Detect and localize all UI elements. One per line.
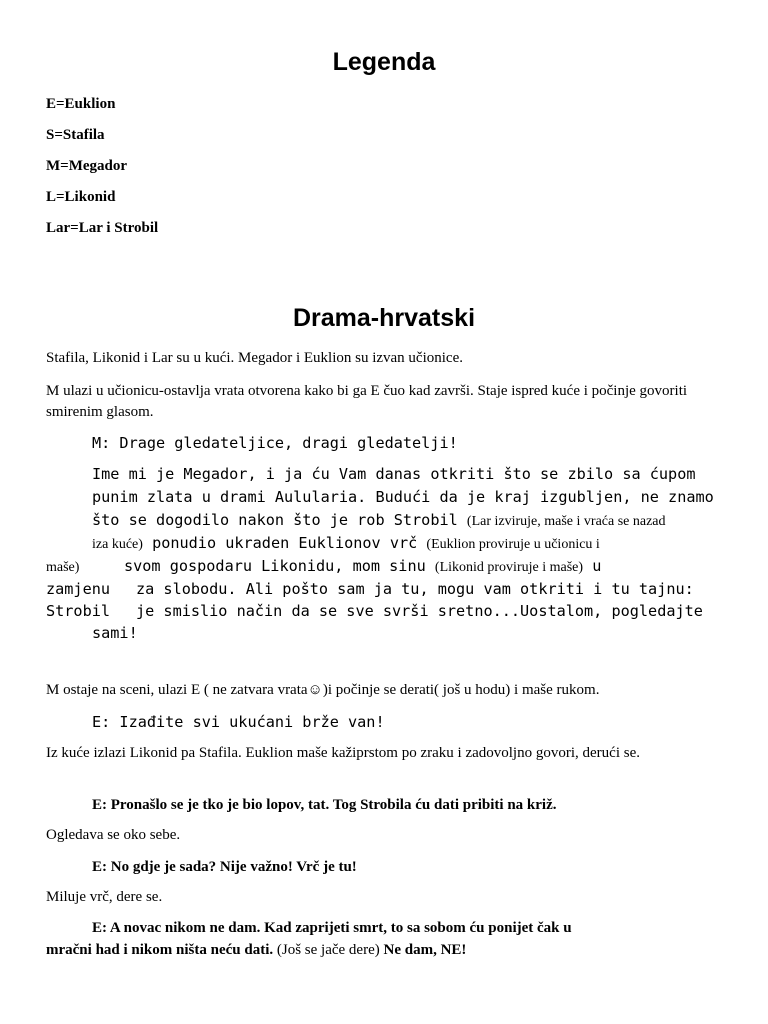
speech-line: je smislio način da se sve svrši sretno...Uostalom, pogledajte xyxy=(136,602,703,620)
stage-direction: M ulazi u učionicu-ostavlja vrata otvorena kako bi ga E čuo kad završi. Staje ispred kuće i počinje govoriti smirenim glasom. xyxy=(46,383,688,420)
stage-direction: Iz kuće izlazi Likonid pa Stafila. Euklion maše kažiprstom po zraku i zadovoljno govori, derući se. xyxy=(46,745,640,761)
speech-line: za slobodu. Ali pošto sam ja tu, mogu vam otkriti i tu tajnu: xyxy=(136,580,694,598)
dialogue-line: E: No gdje je sada? Nije važno! Vrč je tu! xyxy=(92,859,357,875)
speech-text: svom gospodaru Likonidu, mom sinu xyxy=(124,557,426,575)
speech-line: Strobil xyxy=(46,602,111,620)
legend-title: Legenda xyxy=(332,48,436,76)
legend-item: M=Megador xyxy=(46,158,128,174)
stage-direction: Ogledava se oko sebe. xyxy=(46,827,181,843)
legend-item: Lar=Lar i Strobil xyxy=(46,220,159,236)
stage-note: maše) xyxy=(46,560,80,575)
dialogue-text: Ne dam, NE! xyxy=(383,942,467,958)
stage-note: iza kuće) xyxy=(92,537,143,552)
speech-text: ponudio ukraden Euklionov vrč xyxy=(152,534,418,552)
dialogue-text: mračni had i nikom ništa neću dati. xyxy=(46,942,274,958)
speech-line: zamjenu xyxy=(46,580,111,598)
speech-line xyxy=(124,555,601,579)
dialogue-line: E: A novac nikom ne dam. Kad zaprijeti smrt, to sa sobom ću ponijet čak u xyxy=(92,920,572,936)
stage-direction: Miluje vrč, dere se. xyxy=(46,889,163,905)
stage-direction: Stafila, Likonid i Lar su u kući. Megador i Euklion su izvan učionice. xyxy=(46,350,463,366)
speech-text: u xyxy=(592,557,602,575)
speech-line: M: Drage gledateljice, dragi gledatelji! xyxy=(92,434,458,452)
speech-line: punim zlata u drami Aulularia. Budući da je kraj izgubljen, ne znamo xyxy=(92,488,714,506)
dialogue-line xyxy=(46,940,716,961)
stage-note: (Euklion proviruje u učionicu i xyxy=(426,537,600,552)
speech-text: što se dogodilo nakon što je rob Strobil xyxy=(92,511,458,529)
stage-note: (Lar izviruje, maše i vraća se nazad xyxy=(466,514,666,529)
legend-item: E=Euklion xyxy=(46,96,116,112)
speech-line: E: Izađite svi ukućani brže van! xyxy=(92,713,385,731)
speech-line xyxy=(46,555,79,579)
speech-line: Ime mi je Megador, i ja ću Vam danas otkriti što se zbilo sa ćupom xyxy=(92,465,696,483)
legend-item: S=Stafila xyxy=(46,127,105,143)
dialogue-line: E: Pronašlo se je tko je bio lopov, tat. Tog Strobila ću dati pribiti na križ. xyxy=(92,797,557,813)
drama-title: Drama-hrvatski xyxy=(292,304,476,332)
stage-note: (Još se jače dere) xyxy=(276,942,380,958)
legend-item: L=Likonid xyxy=(46,189,116,205)
speech-line: sami! xyxy=(92,624,138,642)
speech-line xyxy=(92,532,600,556)
stage-direction: M ostaje na sceni, ulazi E ( ne zatvara vrata☺)i počinje se derati( još u hodu) i maše rukom. xyxy=(46,682,600,698)
stage-note: (Likonid proviruje i maše) xyxy=(434,560,584,575)
speech-line xyxy=(92,509,666,533)
